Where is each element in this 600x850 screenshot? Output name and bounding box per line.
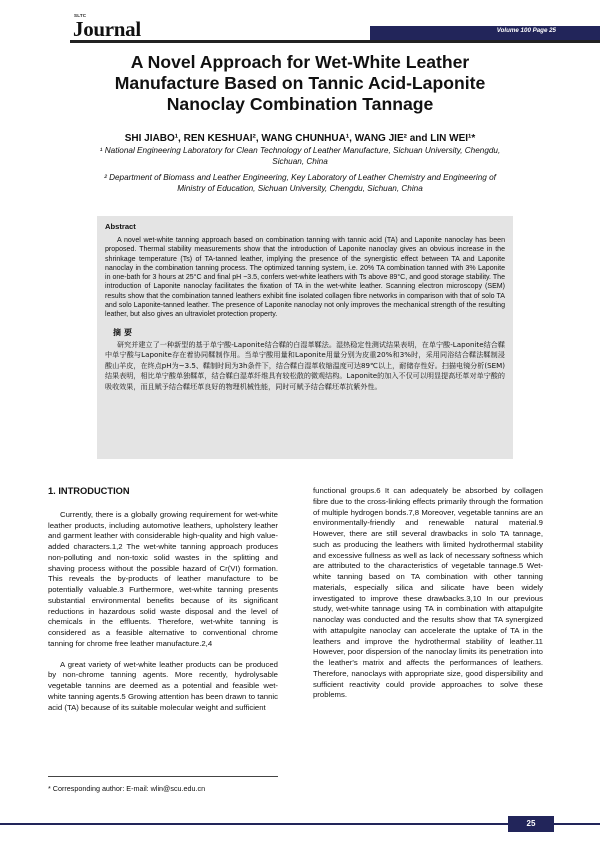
abstract-zh-heading: 摘要 xyxy=(113,327,135,337)
abstract-text: A novel wet-white tanning approach based on combination tanning with tannic acid (TA) and Laponite nanoclay has been proposed. Thermal stability measurements show that the introduction of Laponite nanoclay gives an obvious increase in the shrinkage temperature (Ts) of TA-tanned leather, implying the presence of the synergistic effect between TA and Laponite nanoclay in the combination tanning process. The optimized tanning system, i.e. 20% TA combination tanned with 3% Laponite in one-bath for 3 hours at 25°C and final pH ~3.5, confers wet-white leathers with Ts above 89°C, and good storage stability. The introduction of Laponite nanoclay facilitates the fixation of TA in the wet-white leather. Scanning electron microscopy (SEM) results show that the combination tanned leathers exhibit fine isolated collagen fibre networks in comparison with that of solo TA and solo Laponite-tanned leather. The presence of Laponite nanoclay not only improves the mechanical strength of the resulting leather, but also gives an ultraviolet protection property. xyxy=(105,237,505,319)
author-list: SHI JIABO¹, REN KESHUAI², WANG CHUNHUA¹, WANG JIE² and LIN WEI¹* xyxy=(124,133,476,144)
affiliation-1: ¹ National Engineering Laboratory for Clean Technology of Leather Manufacture, Sichuan University, Chengdu, Sichuan, China xyxy=(99,146,501,166)
paragraph: A great variety of wet-white leather products can be produced by non-chrome tanning agents. More recently, hydrolysable vegetable tannins are deemed as a potential and feasible wet-white tanning agents.5 Growing attention has been drawn to tannic acid (TA) because of its suitable molecular weight and sufficient xyxy=(48,659,278,712)
abstract-heading: Abstract xyxy=(105,222,136,231)
body-column-left xyxy=(48,486,278,713)
journal-logo: Journal xyxy=(73,17,141,41)
paragraph: Currently, there is a globally growing requirement for wet-white leather products, including automotive leathers, upholstery leather and garment leather with considerable high-quality and high value-added characters.1,2 The wet-white tanning approach produces non-polluting and non-toxic solid wastes in the splitting and shaving process without the possible hazard of Cr(VI) formation. This reveals the by-products of leather manufacture to be potentially valuable.3 Furthermore, wet-white tanning presents substantial environmental benefits because of its significant reductions in hazardous solid waste disposal and the level of chemicals in the effluents. Therefore, wet-white tanning is considered as a feasible alternative to conventional chrome tanning for chrome free leather manufacture.2,4 xyxy=(48,509,278,648)
volume-page-label: Volume 100 Page 25 xyxy=(496,27,556,34)
paragraph: functional groups.6 It can adequately be absorbed by collagen fibre due to the cross-linking effects primarily through the formation of multiple hydrogen bonds.7,8 Moreover, vegetable tannins are an environmentally-friendly and renewable natural material.9 However, there are still several drawbacks in solo TA tannage, such as producing the leathers with limited hydrothermal stability and excessive fullness as well as lack of necessary softness which are attributed to the characteristics of vegetable tannage.5 Wet-white tanning based on TA combination with other tanning materials, especially silica and silicate have been widely investigated to improve these drawbacks.3,10 In our previous study, wet-white tannage using TA in combination with attapulgite nanoclay was conducted and the results show that TA synergized with attapulgite nanoclay can accelerate the uptake of TA in the leathers and improve the hydrothermal stability of leather.11 However, poor dispersion of the nanoclay limits its penetration into the leather's matrix and affects the performances of leathers. Therefore, nanoclays with appropriate size, good dispersibility and sufficient reactivity could provide approaches to solve these problems. xyxy=(313,486,543,700)
abstract-box xyxy=(97,216,513,459)
header-band xyxy=(370,26,600,40)
footnote-rule xyxy=(48,776,278,777)
footer-bar xyxy=(0,816,600,832)
affiliation-2: ² Department of Biomass and Leather Engineering, Key Laboratory of Leather Chemistry and Engineering of Ministry of Education, Sichuan University, Chengdu, Sichuan, China xyxy=(104,173,496,193)
body-column-right xyxy=(313,486,543,701)
section-heading-introduction: 1. INTRODUCTION xyxy=(48,486,130,496)
page-number: 25 xyxy=(526,819,536,828)
abstract-zh-text: 研究并建立了一种新型的基于单宁酸-Laponite结合鞣的白湿革鞣法。湿热稳定性测试结果表明，在单宁酸-Laponite结合鞣中单宁酸与Laponite存在着协同鞣制作用。当单宁酸用量和Laponite用量分别为皮重20%和3%时，采用同浴结合鞣法鞣制浸酸山羊皮，在终点pH为~3.5、鞣制时间为3h条件下，结合鞣白湿革收缩温度可达89℃以上，耐储存性好。扫描电镜分析(SEM)结果表明，相比单宁酸单独鞣革，结合鞣白湿革纤维具有较松散的微观结构。Laponite的加入不仅可以明显提高坯革对单宁酸的吸收效果，而且赋予结合鞣坯革良好的物理机械性能，同时可赋予结合鞣坯革抗紫外性。 xyxy=(105,339,506,392)
corresponding-author-footnote: * Corresponding author: E-mail: wlin@scu.edu.cn xyxy=(48,784,206,793)
journal-logo-small: SLTC xyxy=(74,13,87,18)
header-rule xyxy=(70,40,600,43)
paper-title: A Novel Approach for Wet-White Leather Manufacture Based on Tannic Acid-Laponite Nanoclay Combination Tannage xyxy=(114,52,486,114)
